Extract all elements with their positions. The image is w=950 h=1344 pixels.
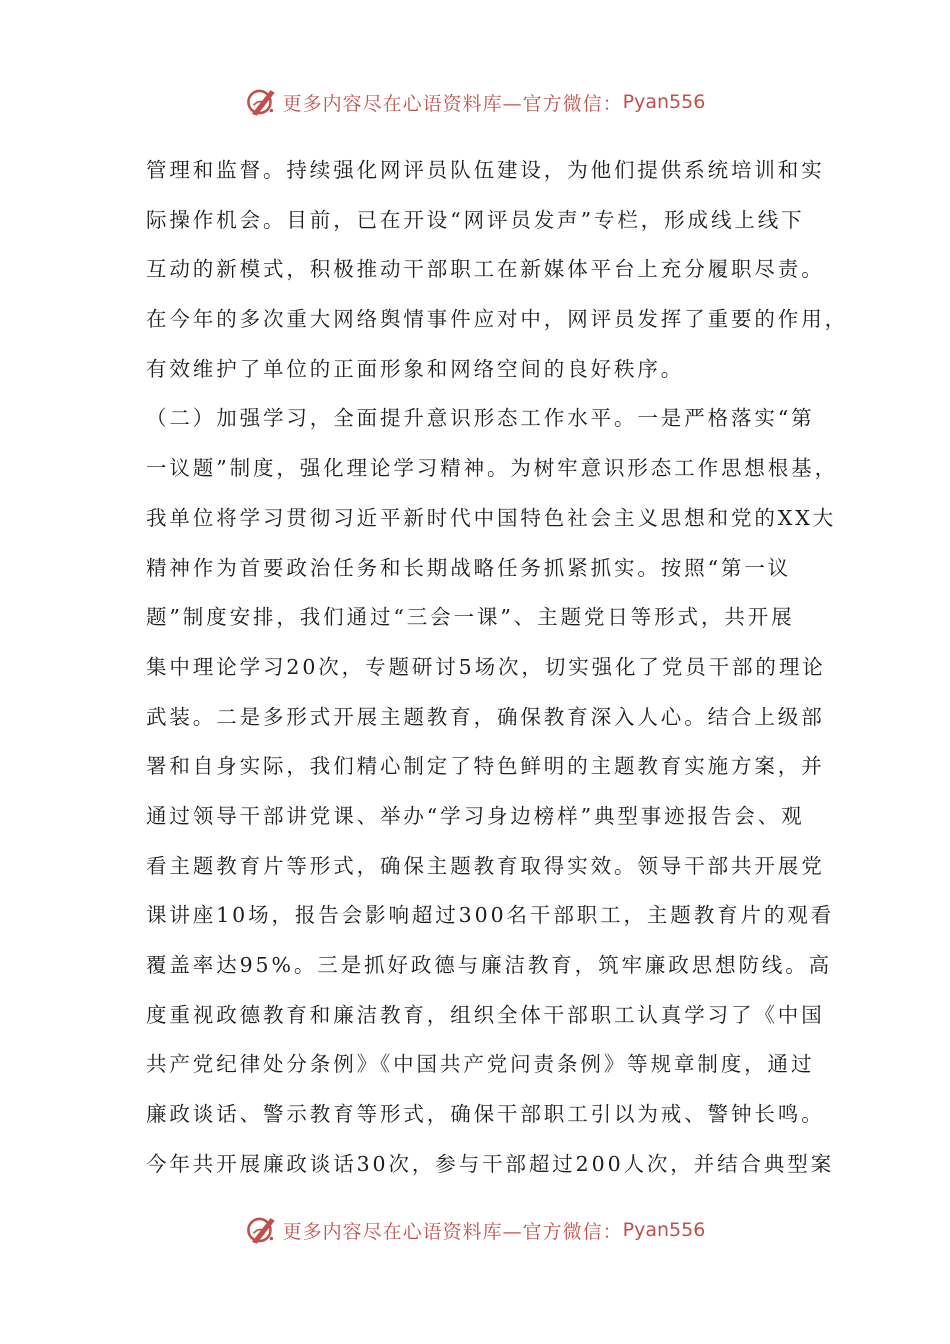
watermark-text: 更多内容尽在心语资料库—官方微信： [282, 92, 623, 115]
text-line: 共产党纪律处分条例》《中国共产党问责条例》等规章制度，通过 [146, 1052, 815, 1077]
quill-logo-icon [245, 1213, 279, 1247]
section-heading-line: （二）加强学习，全面提升意识形态工作水平。一是严格落实“第 [146, 406, 815, 431]
text-line: 题”制度安排，我们通过“三会一课”、主题党日等形式，共开展 [146, 605, 795, 630]
text-line: 度重视政德教育和廉洁教育，组织全体干部职工认真学习了《中国 [146, 1002, 825, 1027]
text-line: 互动的新模式，积极推动干部职工在新媒体平台上充分履职尽责。 [146, 257, 825, 282]
header-watermark [0, 80, 950, 124]
quill-logo-icon [245, 85, 279, 119]
text-line: 覆盖率达95%。三是抓好政德与廉洁教育，筑牢廉政思想防线。高 [146, 953, 833, 977]
text-line: 有效维护了单位的正面形象和网络空间的良好秩序。 [146, 356, 685, 381]
text-line: 一议题”制度，强化理论学习精神。为树牢意识形态工作思想根基， [146, 456, 838, 481]
text-line: 在今年的多次重大网络舆情事件应对中，网评员发挥了重要的作用， [146, 307, 848, 332]
text-line: 廉政谈话、警示教育等形式，确保干部职工引以为戒、警钟长鸣。 [146, 1102, 825, 1127]
text-line: 通过领导干部讲党课、举办“学习身边榜样”典型事迹报告会、观 [146, 803, 805, 828]
watermark-wechat-id: Pyan556 [622, 91, 706, 113]
text-line: 署和自身实际，我们精心制定了特色鲜明的主题教育实施方案，并 [146, 754, 825, 779]
footer-watermark [0, 1208, 950, 1252]
text-line: 今年共开展廉政谈话30次，参与干部超过200人次，并结合典型案 [146, 1151, 835, 1176]
watermark-text: 更多内容尽在心语资料库—官方微信： [282, 1220, 623, 1243]
text-line: 集中理论学习20次，专题研讨5场次，切实强化了党员干部的理论 [146, 654, 826, 679]
text-line: 际操作机会。目前，已在开设“网评员发声”专栏，形成线上线下 [146, 207, 805, 232]
text-line: 武装。二是多形式开展主题教育，确保教育深入人心。结合上级部 [146, 704, 825, 729]
watermark-wechat-id: Pyan556 [622, 1219, 706, 1241]
text-line: 课讲座10场，报告会影响超过300名干部职工，主题教育片的观看 [146, 903, 835, 928]
document-body [146, 146, 848, 1189]
text-line: 我单位将学习贯彻习近平新时代中国特色社会主义思想和党的XX大 [146, 505, 837, 530]
text-line: 精神作为首要政治任务和长期战略任务抓紧抓实。按照“第一议 [146, 555, 792, 580]
text-line: 看主题教育片等形式，确保主题教育取得实效。领导干部共开展党 [146, 853, 825, 878]
text-line: 管理和监督。持续强化网评员队伍建设，为他们提供系统培训和实 [146, 158, 825, 182]
